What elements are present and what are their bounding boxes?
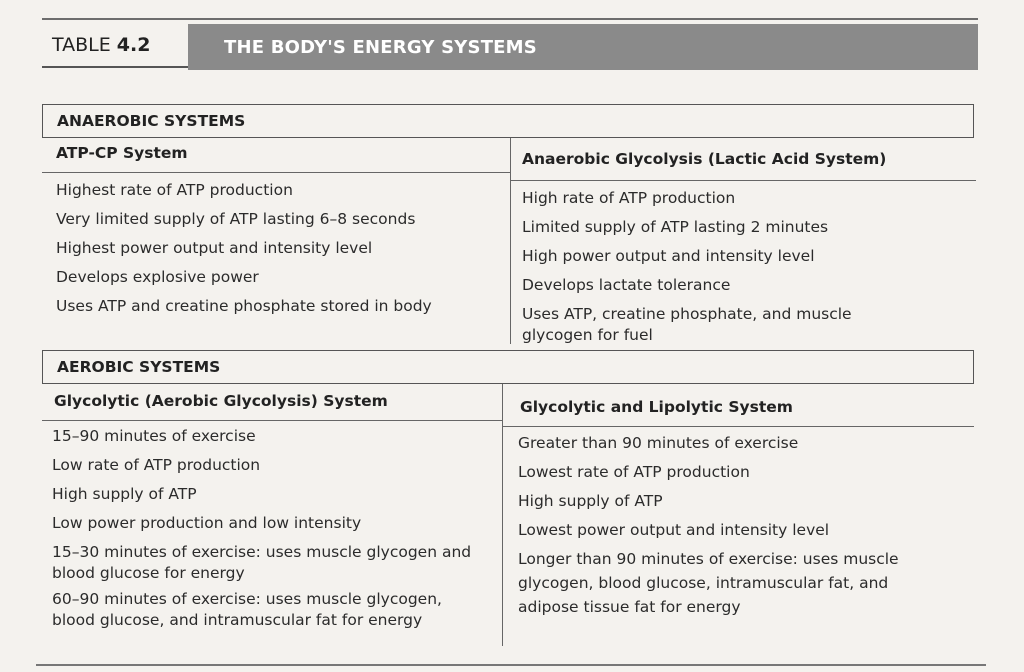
anaerobic-section-title: ANAEROBIC SYSTEMS — [42, 104, 974, 138]
list-item: High supply of ATP — [518, 492, 663, 510]
glycolytic-lipolytic-heading: Glycolytic and Lipolytic System — [520, 398, 793, 416]
aerobic-divider — [502, 384, 503, 646]
list-item: Limited supply of ATP lasting 2 minutes — [522, 218, 829, 236]
anaerobic-glycolysis-list — [522, 184, 862, 346]
list-item: High supply of ATP — [52, 485, 197, 503]
table-number: 4.2 — [116, 34, 151, 56]
list-item: Very limited supply of ATP lasting 6–8 seconds — [56, 210, 416, 228]
anaerobic-glycolysis-heading: Anaerobic Glycolysis (Lactic Acid System) — [522, 150, 887, 168]
aerobic-right-rule — [502, 426, 974, 427]
glycolytic-lipolytic-list — [518, 429, 938, 619]
list-item: High rate of ATP production — [522, 189, 736, 207]
list-item: Longer than 90 minutes of exercise: uses muscle glycogen, blood glucose, intramuscular fat, and adipose tissue fat for energy — [518, 550, 899, 616]
list-item: 15–90 minutes of exercise — [52, 427, 256, 445]
atp-cp-heading: ATP-CP System — [56, 144, 188, 162]
anaerobic-left-rule — [42, 172, 510, 173]
list-item: Lowest power output and intensity level — [518, 521, 830, 539]
list-item: Develops lactate tolerance — [522, 276, 731, 294]
anaerobic-divider — [510, 138, 511, 344]
list-item: Develops explosive power — [56, 268, 259, 286]
aerobic-left-rule — [42, 420, 502, 421]
anaerobic-right-rule — [510, 180, 976, 181]
list-item: Lowest rate of ATP production — [518, 463, 750, 481]
list-item: Highest rate of ATP production — [56, 181, 293, 199]
glycolytic-aerobic-list — [52, 422, 482, 631]
top-rule — [42, 18, 978, 20]
list-item: 15–30 minutes of exercise: uses muscle glycogen and blood glucose for energy — [52, 543, 472, 582]
list-item: 60–90 minutes of exercise: uses muscle glycogen, blood glucose, and intramuscular fat for energy — [52, 590, 442, 629]
list-item: Low rate of ATP production — [52, 456, 261, 474]
list-item: High power output and intensity level — [522, 247, 815, 265]
table-label: TABLE — [52, 34, 111, 56]
glycolytic-aerobic-heading: Glycolytic (Aerobic Glycolysis) System — [54, 392, 388, 410]
bottom-rule — [36, 664, 986, 666]
list-item: Highest power output and intensity level — [56, 239, 373, 257]
table-number-label — [42, 24, 188, 68]
list-item: Uses ATP and creatine phosphate stored in body — [56, 297, 432, 315]
atp-cp-list — [56, 176, 496, 321]
list-item: Greater than 90 minutes of exercise — [518, 434, 799, 452]
aerobic-section-title: AEROBIC SYSTEMS — [42, 350, 974, 384]
table-title: THE BODY'S ENERGY SYSTEMS — [188, 24, 978, 70]
list-item: Low power production and low intensity — [52, 514, 362, 532]
list-item: Uses ATP, creatine phosphate, and muscle glycogen for fuel — [522, 305, 852, 344]
table-header — [42, 24, 978, 70]
